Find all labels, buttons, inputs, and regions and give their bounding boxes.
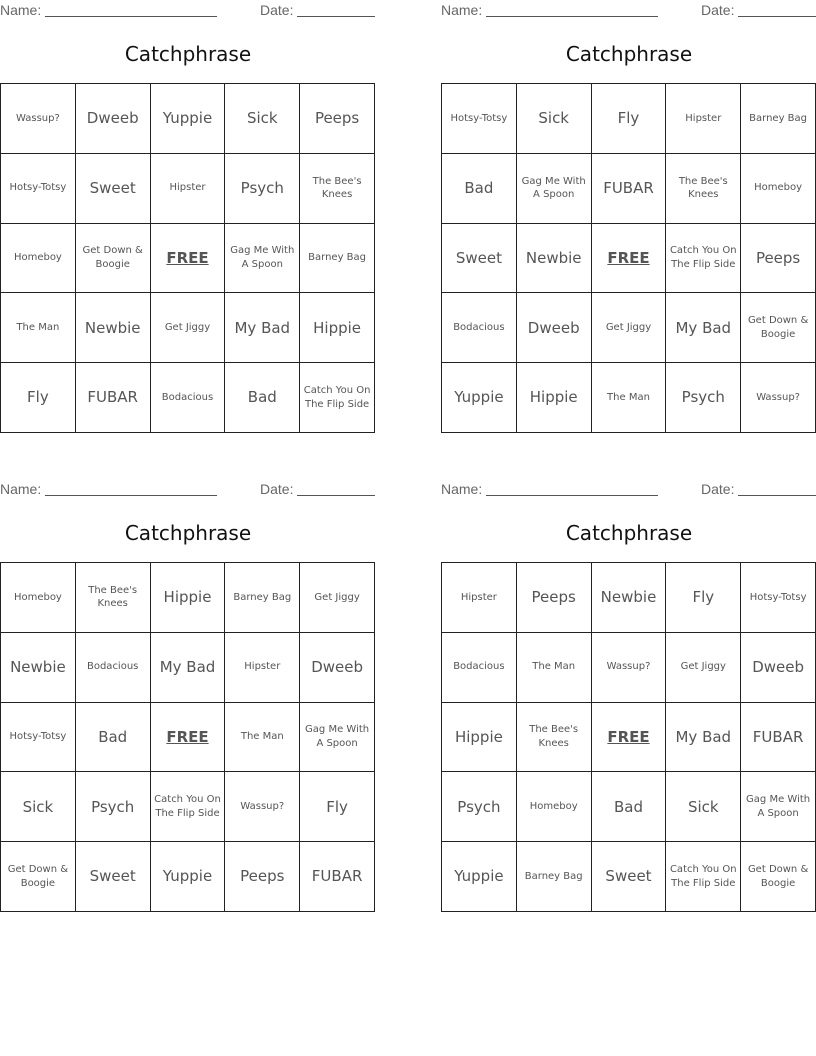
bingo-cell: Barney Bag: [517, 842, 592, 912]
bingo-cell: Newbie: [1, 633, 76, 703]
bingo-cell: Sick: [1, 772, 76, 842]
bingo-cell: Dweeb: [741, 633, 816, 703]
bingo-card: [0, 0, 376, 440]
name-label: Name:: [441, 481, 483, 497]
bingo-cell: Psych: [76, 772, 151, 842]
bingo-cell: Barney Bag: [300, 224, 375, 294]
bingo-cell: Hipster: [442, 563, 517, 633]
name-line: [486, 2, 658, 17]
bingo-cell: The Bee's Knees: [300, 154, 375, 224]
bingo-cell: Hotsy-Totsy: [1, 703, 76, 773]
bingo-cell: Bad: [592, 772, 667, 842]
bingo-cell: Sweet: [76, 842, 151, 912]
bingo-cell: The Man: [592, 363, 667, 433]
bingo-cell: Wassup?: [225, 772, 300, 842]
bingo-cell: Sweet: [76, 154, 151, 224]
bingo-cell: Get Jiggy: [300, 563, 375, 633]
bingo-grid: [0, 83, 375, 433]
bingo-cell: Homeboy: [1, 563, 76, 633]
bingo-cell: Sick: [225, 84, 300, 154]
bingo-cell: Peeps: [741, 224, 816, 294]
bingo-cell: Psych: [442, 772, 517, 842]
bingo-cell: Newbie: [76, 293, 151, 363]
bingo-cell: Barney Bag: [225, 563, 300, 633]
name-label: Name:: [441, 2, 483, 18]
free-space: FREE: [592, 224, 667, 294]
bingo-cell: Hippie: [151, 563, 226, 633]
bingo-cell: My Bad: [151, 633, 226, 703]
bingo-cell: Gag Me With A Spoon: [517, 154, 592, 224]
bingo-cell: Hipster: [151, 154, 226, 224]
bingo-cell: Wassup?: [741, 363, 816, 433]
name-line: [486, 481, 658, 496]
date-line: [738, 2, 816, 17]
bingo-grid: [441, 562, 816, 912]
bingo-card: [441, 0, 816, 440]
bingo-cell: Bodacious: [151, 363, 226, 433]
bingo-cell: Wassup?: [592, 633, 667, 703]
bingo-cell: Barney Bag: [741, 84, 816, 154]
bingo-cell: Gag Me With A Spoon: [225, 224, 300, 294]
bingo-grid: [441, 83, 816, 433]
bingo-cell: Hotsy-Totsy: [1, 154, 76, 224]
bingo-cell: Catch You On The Flip Side: [300, 363, 375, 433]
bingo-cell: Peeps: [300, 84, 375, 154]
bingo-cell: Bodacious: [442, 633, 517, 703]
bingo-cell: Dweeb: [76, 84, 151, 154]
bingo-cell: The Man: [517, 633, 592, 703]
bingo-cell: Get Down & Boogie: [76, 224, 151, 294]
bingo-cell: Homeboy: [517, 772, 592, 842]
bingo-cell: The Man: [1, 293, 76, 363]
bingo-cell: Get Jiggy: [151, 293, 226, 363]
bingo-cell: Yuppie: [442, 363, 517, 433]
bingo-cell: Catch You On The Flip Side: [666, 842, 741, 912]
bingo-cell: Get Down & Boogie: [741, 842, 816, 912]
bingo-cell: Hipster: [666, 84, 741, 154]
date-line: [738, 481, 816, 496]
bingo-cell: Peeps: [225, 842, 300, 912]
bingo-cell: Bodacious: [76, 633, 151, 703]
bingo-cell: Gag Me With A Spoon: [741, 772, 816, 842]
card-title: Catchphrase: [124, 521, 252, 545]
bingo-cell: Bad: [225, 363, 300, 433]
bingo-cell: My Bad: [666, 293, 741, 363]
bingo-cell: Hotsy-Totsy: [442, 84, 517, 154]
bingo-cell: Bad: [76, 703, 151, 773]
card-title: Catchphrase: [565, 521, 693, 545]
bingo-cell: The Bee's Knees: [517, 703, 592, 773]
bingo-cell: Sweet: [442, 224, 517, 294]
bingo-cell: Fly: [1, 363, 76, 433]
date-label: Date:: [701, 481, 735, 497]
card-title: Catchphrase: [124, 42, 252, 66]
bingo-cell: Psych: [666, 363, 741, 433]
bingo-cell: Get Jiggy: [592, 293, 667, 363]
bingo-cell: Fly: [300, 772, 375, 842]
date-label: Date:: [701, 2, 735, 18]
date-label: Date:: [260, 481, 294, 497]
bingo-cell: Psych: [225, 154, 300, 224]
bingo-cell: The Bee's Knees: [76, 563, 151, 633]
bingo-cell: Sick: [666, 772, 741, 842]
bingo-grid: [0, 562, 375, 912]
bingo-cell: Dweeb: [517, 293, 592, 363]
card-title: Catchphrase: [565, 42, 693, 66]
bingo-cell: Get Jiggy: [666, 633, 741, 703]
name-label: Name:: [0, 481, 42, 497]
date-line: [297, 2, 375, 17]
bingo-cell: Homeboy: [1, 224, 76, 294]
date-label: Date:: [260, 2, 294, 18]
free-space: FREE: [151, 224, 226, 294]
bingo-cell: Yuppie: [151, 84, 226, 154]
bingo-cell: My Bad: [666, 703, 741, 773]
bingo-cell: Hippie: [300, 293, 375, 363]
bingo-cell: FUBAR: [741, 703, 816, 773]
name-date-row: [0, 481, 376, 499]
bingo-cell: Wassup?: [1, 84, 76, 154]
bingo-cell: Hippie: [517, 363, 592, 433]
bingo-cell: Homeboy: [741, 154, 816, 224]
bingo-cell: Fly: [592, 84, 667, 154]
bingo-cell: FUBAR: [300, 842, 375, 912]
bingo-cell: Get Down & Boogie: [1, 842, 76, 912]
bingo-card: [441, 479, 816, 919]
bingo-cell: Peeps: [517, 563, 592, 633]
bingo-cell: Sick: [517, 84, 592, 154]
bingo-card: [0, 479, 376, 919]
bingo-cell: The Man: [225, 703, 300, 773]
bingo-cell: Yuppie: [442, 842, 517, 912]
name-line: [45, 2, 217, 17]
bingo-cell: My Bad: [225, 293, 300, 363]
bingo-cell: Hipster: [225, 633, 300, 703]
bingo-cell: Hotsy-Totsy: [741, 563, 816, 633]
name-date-row: [0, 2, 376, 20]
bingo-cell: Newbie: [517, 224, 592, 294]
name-date-row: [441, 2, 816, 20]
bingo-cell: Catch You On The Flip Side: [666, 224, 741, 294]
free-space: FREE: [151, 703, 226, 773]
name-line: [45, 481, 217, 496]
bingo-cell: The Bee's Knees: [666, 154, 741, 224]
bingo-cell: Bodacious: [442, 293, 517, 363]
bingo-cell: Catch You On The Flip Side: [151, 772, 226, 842]
bingo-cell: Gag Me With A Spoon: [300, 703, 375, 773]
free-space: FREE: [592, 703, 667, 773]
bingo-cell: Fly: [666, 563, 741, 633]
date-line: [297, 481, 375, 496]
bingo-cell: Bad: [442, 154, 517, 224]
name-label: Name:: [0, 2, 42, 18]
bingo-cell: Get Down & Boogie: [741, 293, 816, 363]
name-date-row: [441, 481, 816, 499]
bingo-cell: FUBAR: [76, 363, 151, 433]
bingo-cell: Dweeb: [300, 633, 375, 703]
bingo-cell: Newbie: [592, 563, 667, 633]
bingo-cell: Hippie: [442, 703, 517, 773]
bingo-cell: FUBAR: [592, 154, 667, 224]
bingo-cell: Sweet: [592, 842, 667, 912]
bingo-cell: Yuppie: [151, 842, 226, 912]
